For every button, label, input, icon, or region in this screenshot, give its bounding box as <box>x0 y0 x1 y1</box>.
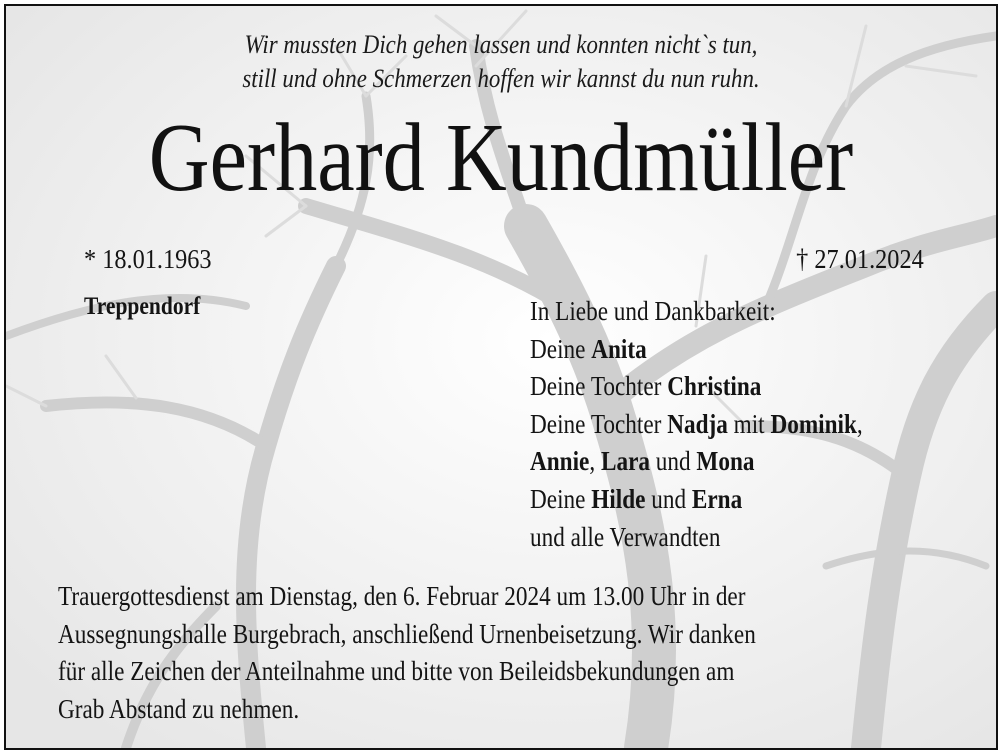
mourner-line: Deine Hilde und Erna <box>530 483 743 514</box>
service-line-3: für alle Zeichen der Anteilnahme und bitte von Beileidsbekundungen am <box>58 656 735 686</box>
hometown: Treppendorf <box>84 293 201 320</box>
mourner-line: Annie, Lara und Mona <box>530 446 755 477</box>
verse-line-1: Wir mussten Dich gehen lassen und konnten nicht`s tun, <box>244 30 758 59</box>
mourner-line: Deine Tochter Nadja mit Dominik, <box>530 408 863 439</box>
mourners-intro: In Liebe und Dankbarkeit: <box>530 296 776 326</box>
mourner-line: und alle Verwandten <box>530 521 721 552</box>
birth-date: * 18.01.1963 <box>84 244 212 274</box>
service-line-2: Aussegnungshalle Burgebrach, anschließend Urnenbeisetzung. Wir danken <box>58 618 756 649</box>
death-date: † 27.01.2024 <box>796 244 924 274</box>
deceased-name: Gerhard Kundmüller <box>148 104 854 212</box>
obituary-card <box>4 4 998 750</box>
memorial-verse <box>65 28 936 96</box>
mourner-line: Deine Anita <box>530 333 647 364</box>
mourner-line: Deine Tochter Christina <box>530 371 762 402</box>
service-line-1: Trauergottesdienst am Dienstag, den 6. Februar 2024 um 13.00 Uhr in der <box>58 581 746 611</box>
service-announcement <box>58 578 935 728</box>
mourners-list <box>530 293 863 556</box>
verse-line-2: still und ohne Schmerzen hoffen wir kannst du nun ruhn. <box>242 64 760 93</box>
service-line-4: Grab Abstand zu nehmen. <box>58 693 300 724</box>
